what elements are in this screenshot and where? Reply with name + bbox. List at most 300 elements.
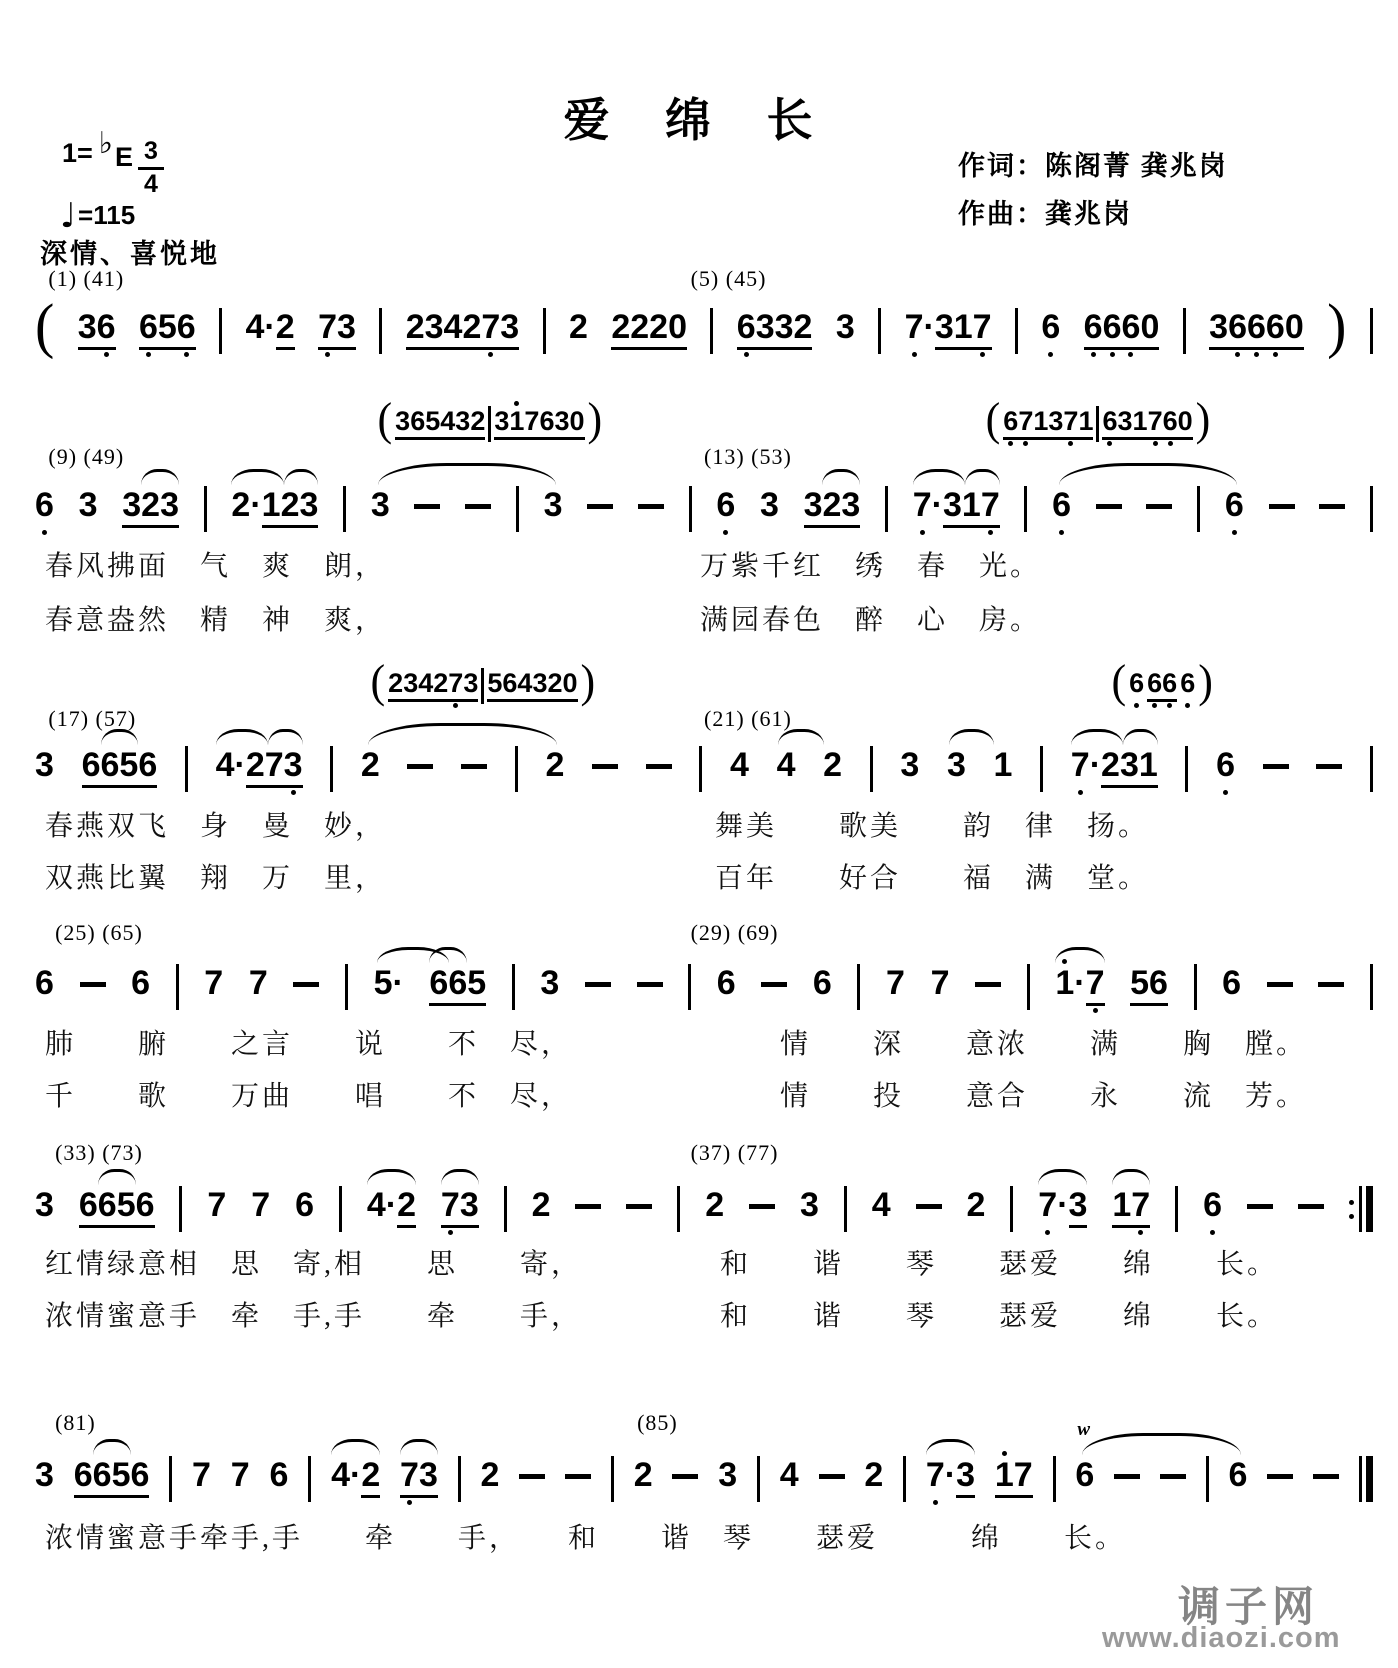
phrase-paren: ( — [1111, 655, 1127, 708]
note-char — [630, 296, 649, 363]
low-octave-dot — [912, 352, 917, 357]
note-group — [1003, 396, 1093, 450]
note-digit: 6 — [1162, 406, 1178, 436]
low-octave-slot — [1078, 788, 1083, 801]
note-digit: 5 — [1130, 964, 1150, 1002]
note-group — [864, 1444, 883, 1511]
key-prefix: 1= — [62, 138, 93, 168]
note-char — [1102, 396, 1117, 450]
note-digit: 2 — [1101, 746, 1120, 784]
note-char — [524, 396, 539, 450]
song-title: 爱 绵 长 — [563, 95, 835, 146]
beam-underline — [470, 437, 485, 440]
beam-underline — [524, 437, 539, 440]
beam-underline — [995, 1495, 1014, 1498]
note-char — [455, 396, 470, 450]
note-digit: 7 — [925, 1456, 945, 1494]
composer-credit: 作曲：龚兆岗 — [958, 199, 1132, 229]
note-group — [995, 1444, 1033, 1511]
low-octave-dot — [933, 1500, 938, 1505]
beam-underline — [455, 437, 470, 440]
beam-underline — [954, 347, 973, 350]
note-digit: 3 — [1119, 746, 1139, 784]
barline — [870, 746, 873, 792]
note-digit: 2 — [361, 1456, 381, 1494]
low-octave-slot — [146, 350, 151, 363]
note-char — [1014, 1444, 1033, 1511]
slur-arc — [1055, 947, 1104, 963]
note-digit: 3 — [799, 1186, 819, 1224]
beam-underline — [79, 525, 98, 528]
note-digit: 7 — [930, 964, 950, 1002]
note-digit: 3 — [1117, 406, 1133, 436]
watermark-sitename: 调子网 — [1178, 1585, 1320, 1631]
note-digit: 7 — [318, 308, 337, 346]
note-digit: 2 — [433, 668, 449, 698]
note-char — [1130, 952, 1149, 1019]
beam-underline — [249, 1003, 268, 1006]
note-group — [251, 1174, 270, 1241]
beam-underline — [444, 347, 463, 350]
note-group — [207, 1174, 226, 1241]
beam-underline — [246, 785, 265, 788]
duration-dash — [626, 1204, 652, 1209]
note-char — [1041, 296, 1060, 363]
barline — [379, 308, 382, 354]
note-char — [1180, 658, 1195, 712]
slur-arc — [231, 469, 283, 485]
note-char — [760, 474, 779, 541]
note-digit: 4 — [871, 1186, 891, 1224]
low-octave-slot — [1210, 1228, 1215, 1241]
note-digit: 6 — [100, 746, 120, 784]
note-digit: 6 — [1129, 668, 1145, 698]
note-char — [794, 296, 813, 363]
beam-underline — [813, 1003, 832, 1006]
beam-underline — [158, 347, 177, 350]
beam-underline — [1075, 1495, 1094, 1498]
phrase-paren: ) — [580, 655, 596, 708]
low-octave-slot — [1168, 440, 1173, 450]
note-digit: 3 — [463, 668, 479, 698]
note-group — [35, 734, 54, 801]
note-digit: 2 — [245, 746, 265, 784]
barline — [1175, 1186, 1178, 1232]
beam-underline — [231, 1495, 250, 1498]
note-group — [139, 296, 196, 363]
note-digit: 2 — [545, 746, 565, 784]
time-denominator: 4 — [143, 169, 158, 198]
beam-underline — [923, 347, 934, 350]
system-2 — [35, 474, 1373, 541]
note-char — [1162, 658, 1177, 712]
note-char — [1003, 396, 1018, 450]
note-digit: 6 — [35, 486, 54, 524]
note-digit: 5 — [425, 406, 441, 436]
note-group — [730, 734, 749, 801]
note-digit: 6 — [1162, 668, 1178, 698]
beam-underline — [1101, 785, 1120, 788]
note-group — [35, 1444, 54, 1511]
beam-underline — [246, 347, 265, 350]
note-char — [462, 296, 481, 363]
note-digit: 7 — [448, 668, 464, 698]
note-digit: 6 — [1265, 308, 1285, 346]
note-char — [973, 296, 992, 363]
note-digit: 7 — [1085, 964, 1105, 1002]
note-digit: 5 — [373, 964, 393, 1002]
note-digit: 7 — [248, 964, 268, 1002]
note-digit: 2 — [360, 746, 380, 784]
note-char — [158, 296, 177, 363]
note-digit: 0 — [1177, 406, 1193, 436]
note-digit: 6 — [1222, 964, 1242, 1002]
note-group — [231, 474, 318, 541]
note-char — [433, 658, 448, 712]
beam-underline — [540, 1003, 559, 1006]
slur-arc — [1038, 1169, 1087, 1185]
phrase-paren: ) — [1195, 393, 1211, 446]
barline — [1010, 1186, 1013, 1232]
repeat-barline — [1349, 1186, 1373, 1232]
beam-underline — [570, 437, 585, 440]
note-digit: 3 — [1068, 1186, 1088, 1224]
note-group — [246, 296, 295, 363]
note-group — [1222, 952, 1241, 1019]
beam-underline — [1078, 437, 1093, 440]
note-digit: 4 — [215, 746, 235, 784]
low-octave-slot — [291, 788, 296, 801]
note-digit: 7 — [400, 1456, 419, 1494]
note-char — [122, 474, 141, 541]
note-char — [467, 952, 486, 1019]
note-group — [926, 1444, 975, 1511]
note-digit: 6 — [269, 1456, 289, 1494]
note-digit: 6 — [138, 746, 158, 784]
barline — [504, 1186, 507, 1232]
duration-dash — [1318, 982, 1344, 987]
note-group — [569, 296, 588, 363]
lyric-text: 红情绿意相 思 寄,相 思 寄， — [45, 1249, 583, 1280]
note-digit: · — [944, 1456, 957, 1494]
note-digit: 7 — [972, 308, 992, 346]
note-char — [251, 1174, 270, 1241]
note-char — [730, 734, 749, 801]
note-digit: 0 — [1140, 308, 1160, 346]
low-octave-dot — [1045, 1230, 1050, 1235]
low-octave-slot — [1045, 1228, 1050, 1241]
beam-underline — [35, 1225, 54, 1228]
note-char — [718, 1444, 737, 1511]
note-char — [138, 734, 157, 801]
note-digit: · — [923, 308, 935, 346]
low-octave-dot — [291, 790, 296, 795]
note-digit: 1 — [509, 406, 525, 436]
beam-underline — [1120, 785, 1139, 788]
low-octave-dot — [1167, 703, 1172, 708]
note-digit: 2 — [823, 746, 843, 784]
note-digit: · — [1089, 746, 1102, 784]
beam-underline — [569, 347, 588, 350]
barline — [481, 668, 484, 704]
barline — [699, 746, 702, 792]
low-octave-dot — [988, 530, 993, 535]
note-char — [872, 1174, 891, 1241]
note-digit: 6 — [716, 486, 736, 524]
note-digit: 1 — [1055, 964, 1075, 1002]
note-group — [35, 474, 54, 541]
beam-underline — [481, 1495, 500, 1498]
note-char — [823, 734, 842, 801]
beam-underline — [1112, 1225, 1131, 1228]
duration-dash — [407, 764, 433, 769]
beam-underline — [1133, 437, 1148, 440]
low-octave-dot — [1138, 1230, 1143, 1235]
barline — [1185, 746, 1188, 792]
system-5-marks — [35, 1140, 1373, 1166]
lyric-text: 春意盎然 精 神 爽， — [45, 605, 387, 636]
note-char — [276, 296, 295, 363]
beam-underline — [98, 1225, 117, 1228]
note-digit: 6 — [130, 1456, 150, 1494]
note-char — [79, 1174, 98, 1241]
barline — [343, 486, 346, 532]
note-digit: 6 — [1102, 406, 1118, 436]
note-digit: 3 — [403, 668, 419, 698]
note-digit: 0 — [569, 406, 585, 436]
beam-underline — [93, 1495, 112, 1498]
note-char — [780, 1444, 799, 1511]
beam-underline — [264, 347, 275, 350]
note-char — [1149, 952, 1168, 1019]
lyric-text: 春风拂面 气 爽 朗， — [45, 551, 387, 582]
note-group — [400, 1444, 438, 1511]
beam-underline — [433, 699, 448, 702]
note-digit: 3 — [418, 1456, 438, 1494]
barline — [1024, 486, 1027, 532]
beam-underline — [947, 785, 966, 788]
beam-underline — [836, 347, 855, 350]
duration-dash — [293, 982, 319, 987]
note-char — [231, 1444, 250, 1511]
note-digit: 2 — [275, 308, 295, 346]
key-signature — [62, 126, 164, 198]
note-digit: 7 — [207, 1186, 227, 1224]
beam-underline — [1074, 1003, 1085, 1006]
barline — [1027, 964, 1030, 1010]
slur-arc — [367, 1169, 416, 1185]
note-char — [668, 296, 687, 363]
note-group — [994, 734, 1013, 801]
note-digit: 4 — [443, 308, 463, 346]
beam-underline — [131, 1495, 150, 1498]
beam-underline — [119, 785, 138, 788]
note-digit: 3 — [500, 308, 520, 346]
note-char — [78, 296, 97, 363]
low-octave-slot — [744, 350, 749, 363]
note-char — [813, 952, 832, 1019]
beam-underline — [517, 699, 532, 702]
note-char — [540, 952, 559, 1019]
note-group — [1147, 658, 1177, 712]
note-digit: 7 — [264, 746, 284, 784]
note-digit: 6 — [1149, 964, 1168, 1002]
beam-underline — [35, 1003, 54, 1006]
note-char — [569, 296, 588, 363]
beam-underline — [864, 1495, 883, 1498]
note-digit: 1 — [961, 486, 981, 524]
note-digit: · — [392, 964, 404, 1002]
duration-dash — [975, 982, 1001, 987]
beam-underline — [117, 1225, 136, 1228]
note-group — [79, 474, 98, 541]
lyric-text: 浓情蜜意手牵手,手 牵 手， 和 谐 琴 瑟爱 绵 长。 — [45, 1523, 1127, 1554]
note-char — [131, 952, 150, 1019]
note-digit: 7 — [1131, 1186, 1151, 1224]
note-digit: 2 — [966, 1186, 986, 1224]
note-char — [270, 1444, 289, 1511]
note-digit: 6 — [1083, 308, 1103, 346]
barline — [689, 486, 692, 532]
beam-underline — [138, 785, 157, 788]
low-octave-dot — [1078, 790, 1083, 795]
low-octave-dot — [42, 530, 47, 535]
beam-underline — [207, 1225, 226, 1228]
low-octave-slot — [488, 350, 493, 363]
note-digit: · — [264, 308, 276, 346]
note-digit: 6 — [295, 1186, 314, 1224]
beam-underline — [463, 699, 478, 702]
note-digit: 6 — [1224, 486, 1244, 524]
note-digit: 7 — [204, 964, 224, 1002]
beam-underline — [823, 785, 842, 788]
low-octave-slot — [723, 528, 728, 541]
note-char — [1103, 296, 1122, 363]
note-digit: 5 — [157, 308, 177, 346]
beam-underline — [371, 525, 390, 528]
note-char — [1216, 734, 1235, 801]
note-group — [395, 396, 485, 450]
beam-underline — [760, 525, 779, 528]
note-digit: 7 — [912, 486, 932, 524]
duration-dash — [592, 764, 618, 769]
note-group — [441, 1174, 479, 1241]
low-octave-dot — [1153, 441, 1158, 446]
beam-underline — [630, 347, 649, 350]
barline — [1194, 964, 1197, 1010]
beam-underline — [425, 437, 440, 440]
beam-underline — [388, 699, 403, 702]
low-octave-dot — [1210, 1230, 1215, 1235]
beam-underline — [78, 347, 97, 350]
note-digit: 5 — [487, 668, 503, 698]
lyric-text: 满园春色 醉 心 房。 — [700, 605, 1042, 636]
note-digit: 4 — [779, 1456, 799, 1494]
note-char — [1140, 296, 1159, 363]
phrase-paren: ( — [35, 291, 55, 360]
note-char — [1118, 396, 1133, 450]
note-group — [836, 296, 855, 363]
beam-underline — [777, 785, 796, 788]
duration-dash — [672, 1474, 698, 1479]
low-octave-slot — [104, 350, 109, 363]
low-octave-slot — [1091, 350, 1096, 363]
beam-underline — [962, 525, 981, 528]
beam-underline — [395, 437, 410, 440]
beam-underline — [1130, 1003, 1149, 1006]
note-group — [192, 1444, 211, 1511]
beam-underline — [509, 437, 524, 440]
beam-underline — [544, 525, 563, 528]
note-group — [388, 658, 478, 712]
low-octave-slot — [1048, 350, 1053, 363]
note-group — [35, 1174, 54, 1241]
note-digit: 1 — [1033, 406, 1049, 436]
beam-underline — [545, 785, 564, 788]
note-group — [1129, 658, 1144, 712]
low-octave-dot — [453, 703, 458, 708]
lyric-text: 情 投 意合 永 流 芳。 — [780, 1081, 1308, 1112]
slur-arc — [1112, 1169, 1150, 1185]
note-digit: 6 — [73, 1456, 93, 1494]
low-octave-dot — [1059, 530, 1064, 535]
note-digit: 6 — [1052, 486, 1072, 524]
beam-underline — [467, 1003, 486, 1006]
quarter-note-icon: ♩ — [60, 195, 77, 236]
note-digit: 3 — [424, 308, 444, 346]
note-group — [532, 1174, 551, 1241]
note-char — [547, 658, 562, 712]
beam-underline — [406, 347, 425, 350]
note-char — [517, 658, 532, 712]
beam-underline — [1149, 1003, 1168, 1006]
low-octave-dot — [448, 1230, 453, 1235]
note-group — [1102, 396, 1192, 450]
beam-underline — [79, 1225, 98, 1228]
note-char — [207, 1174, 226, 1241]
low-octave-slot — [407, 1498, 412, 1511]
lyric-text: 双燕比翼 翔 万 里， — [45, 863, 387, 894]
slur-arc — [284, 469, 319, 485]
barline — [516, 486, 519, 532]
note-group — [487, 658, 577, 712]
lyric-text: 情 深 意浓 满 胸 膛。 — [780, 1029, 1308, 1060]
duration-dash — [1160, 1474, 1186, 1479]
beam-underline — [300, 525, 319, 528]
note-digit: 4 — [245, 308, 265, 346]
note-group — [1084, 296, 1160, 363]
note-digit: 3 — [956, 1456, 976, 1494]
slur-arc — [98, 1169, 136, 1185]
note-char — [97, 296, 116, 363]
note-char — [995, 1444, 1014, 1511]
note-group — [82, 734, 158, 801]
barline — [1096, 406, 1099, 442]
note-group — [823, 734, 842, 801]
barline — [857, 964, 860, 1010]
beam-underline — [250, 525, 261, 528]
barline — [1370, 746, 1373, 792]
beam-underline — [932, 525, 943, 528]
note-digit: · — [385, 1186, 398, 1224]
duration-dash — [1146, 504, 1172, 509]
note-char — [570, 396, 585, 450]
low-octave-slot — [448, 1228, 453, 1241]
beam-underline — [410, 437, 425, 440]
lyric-text: 浓情蜜意手 牵 手,手 牵 手， — [45, 1301, 583, 1332]
duration-dash — [916, 1204, 942, 1209]
low-octave-slot — [1138, 1228, 1143, 1241]
